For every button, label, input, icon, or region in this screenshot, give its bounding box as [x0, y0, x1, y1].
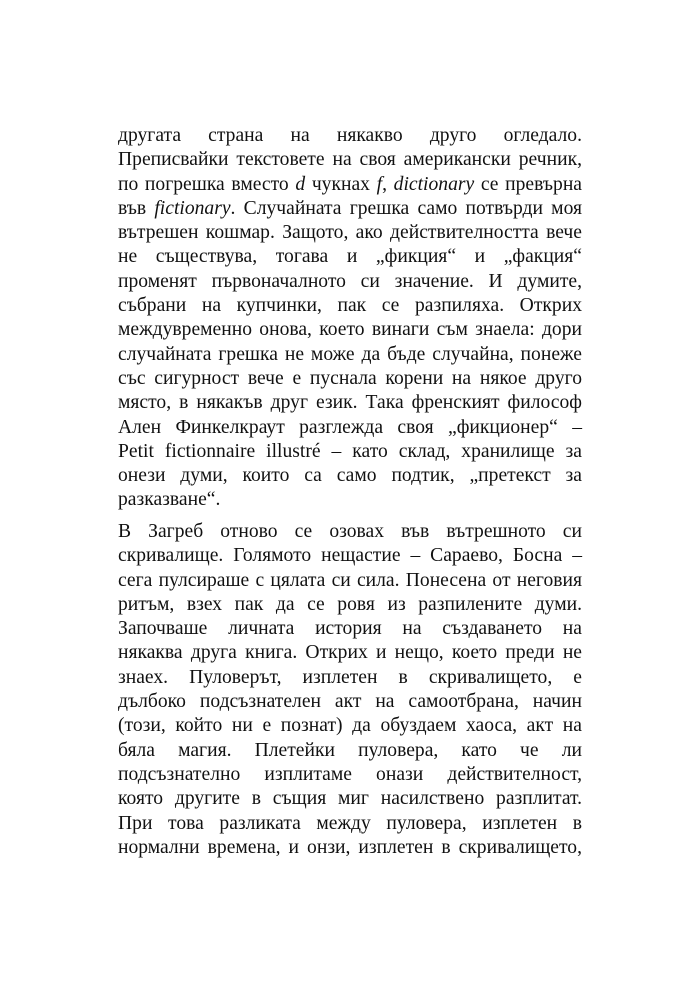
text-run: място, в някакъв друг език. Така френският философ [118, 392, 582, 414]
text-run: вътрешен кошмар. Защото, ако действителността вече [118, 222, 582, 244]
text-run: събрани на купчинки, пак се разпиляха. Открих [118, 295, 582, 317]
text-line [118, 173, 582, 197]
text-line [118, 739, 582, 763]
text-line [118, 763, 582, 787]
text-run: нормални времена, и онзи, изплетен в скривалището, [118, 836, 582, 858]
text-line [118, 714, 582, 738]
text-line [118, 812, 582, 836]
text-line [118, 245, 582, 269]
text-run: скривалище. Голямото нещастие – Сараево, Босна – [118, 545, 582, 567]
text-run: междувременно онова, което винаги съм знаела: дори [118, 319, 582, 341]
text-run: във [118, 197, 155, 219]
text-line [118, 836, 582, 860]
text-run: се превърна [474, 173, 582, 195]
text-line [118, 197, 582, 221]
text-line [118, 367, 582, 391]
text-line [118, 270, 582, 294]
text-line [118, 666, 582, 690]
text-line [118, 440, 582, 464]
text-line [118, 148, 582, 172]
text-run: При това разликата между пуловера, изплетен в [118, 812, 582, 834]
text-run: ритъм, взех пак да се ровя из разпилените думи. [118, 593, 582, 615]
text-line [118, 617, 582, 641]
text-line [118, 318, 582, 342]
text-run: сега пулсираше с цялата си сила. Понесена от неговия [118, 569, 582, 591]
text-run: онези думи, които са само подтик, „претекст за [118, 465, 582, 487]
text-line [118, 343, 582, 367]
text-run: , [382, 173, 394, 195]
text-run: променят първоначалното си значение. И думите, [118, 270, 582, 292]
text-line [118, 294, 582, 318]
text-line [118, 593, 582, 617]
text-run: Започваше личната история на създаването на [118, 618, 582, 640]
text-line [118, 544, 582, 568]
text-line [118, 520, 582, 544]
text-run: Petit fictionnaire illustré – като склад, хранилище за [118, 440, 582, 462]
text-run: другата страна на някакво друго огледало. [118, 125, 582, 146]
text-run: знаех. Пуловерът, изплетен в скривалището, е [118, 666, 582, 688]
text-run: Ален Финкелкраут разглежда своя „фикционер“ – [118, 416, 582, 438]
text-run: някаква друга книга. Открих и нещо, което преди не [118, 642, 582, 664]
text-run: по погрешка вместо [118, 173, 296, 195]
text-line [118, 690, 582, 714]
text-run: Преписвайки текстовете на своя американски речник, [118, 149, 582, 171]
text-line [118, 464, 582, 488]
text-line [118, 416, 582, 440]
text-line [118, 124, 582, 148]
text-run: разказване“. [118, 489, 221, 511]
text-line [118, 488, 582, 512]
text-line [118, 391, 582, 415]
italic-word: dictionary [393, 173, 475, 195]
text-line [118, 641, 582, 665]
text-run: чукнах [305, 173, 377, 195]
text-run: В Загреб отново се озовах във вътрешното си [118, 521, 582, 542]
italic-word: fictionary [154, 197, 231, 219]
text-run: (този, който ни е познат) да обуздаем хаоса, акт на [118, 715, 582, 737]
text-run: бяла магия. Плетейки пуловера, като че ли [118, 739, 582, 761]
text-run: . Случайната грешка само потвърди моя [230, 197, 583, 219]
text-run: не съществува, тогава и „фикция“ и „факция“ [118, 246, 582, 268]
italic-word: d [295, 173, 306, 195]
paragraph-1 [118, 124, 582, 513]
text-line [118, 787, 582, 811]
text-run: случайната грешка не може да бъде случайна, понеже [118, 343, 582, 365]
text-run: която другите в същия миг насилствено разплитат. [118, 788, 582, 810]
paragraph-2 [118, 520, 582, 860]
text-run: дълбоко подсъзнателен акт на самоотбрана, начин [118, 691, 582, 713]
text-run: със сигурност вече е пуснала корени на някое друго [118, 367, 582, 389]
text-line [118, 221, 582, 245]
text-run: подсъзнателно изплитаме онази действителност, [118, 763, 582, 785]
italic-word: f [376, 173, 383, 195]
text-line [118, 569, 582, 593]
